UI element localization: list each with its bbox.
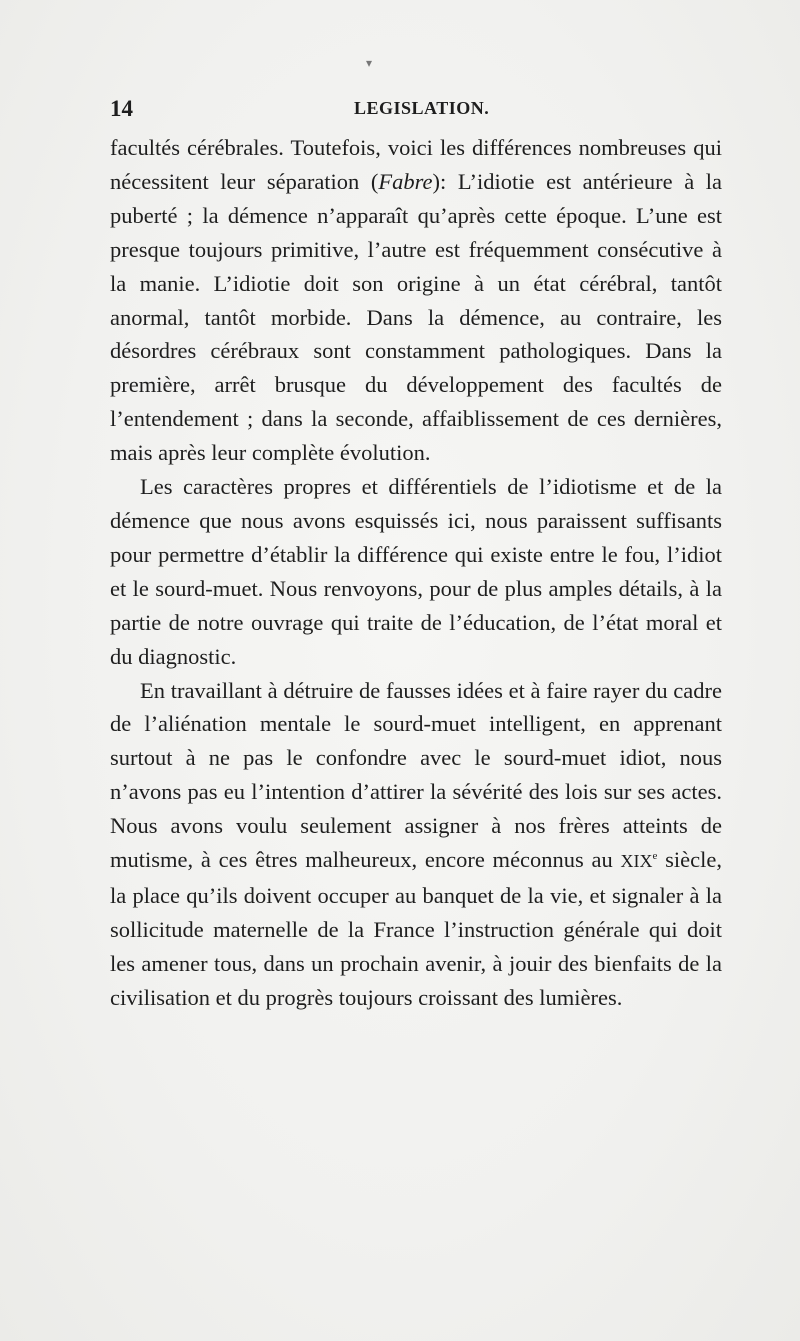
paragraph-1 bbox=[110, 131, 722, 470]
century-numeral: XIX bbox=[620, 851, 653, 872]
header-title: LEGISLATION. bbox=[354, 98, 490, 118]
paragraph-2-text: Les caractères propres et différentiels de l’idiotisme et de la démence que nous avons esquissés ici, nous paraissent suffisants pour permettre d’établir la différence qui existe entre le fou, l’idiot et le sourd-muet. Nous renvoyons, pour de plus amples détails, à la partie de notre ouvrage qui traite de l’éducation, de l’état moral et du diagnostic. bbox=[110, 474, 722, 669]
paragraph-3-text-b: siècle, la place qu’ils doivent occuper au banquet de la vie, et signaler à la sollicitude maternelle de la France l’instruction générale qui doit les amener tous, dans un prochain avenir, à jouir des bienfaits de la civilisation et du progrès toujours croissant des lumières. bbox=[110, 847, 723, 1010]
running-head bbox=[110, 94, 730, 134]
century-superscript: e bbox=[652, 850, 658, 863]
page-number: 14 bbox=[110, 96, 133, 121]
paragraph-2 bbox=[110, 470, 722, 673]
paragraph-1-text-a: facultés cérébrales. Toutefois, voici les différences nombreuses qui nécessitent leur séparation ( bbox=[110, 135, 722, 194]
printer-mark-icon: ▾ bbox=[366, 56, 373, 70]
paragraph-1-text-b: ): L’idiotie est antérieure à la puberté ; la démence n’apparaît qu’après cette époque. L’une est presque toujours primitive, l’autre est fréquemment consécutive à la manie. L’idiotie doit son origine à un état cérébral, tantôt anormal, tantôt morbide. Dans la démence, au contraire, les désordres cérébraux sont constamment pathologiques. Dans la première, arrêt brusque du développement des facultés de l’entendement ; dans la seconde, affaiblissement de ces dernières, mais après leur complète évolution. bbox=[110, 168, 722, 466]
author-citation: Fabre bbox=[378, 168, 433, 194]
paragraph-3 bbox=[110, 674, 722, 1015]
paragraph-3-text-a: En travaillant à détruire de fausses idées et à faire rayer du cadre de l’aliénation mentale le sourd-muet intelligent, en apprenant surtout à ne pas le confondre avec le sourd-muet idiot, nous n’avons pas eu l’intention d’attirer la sévérité des lois sur ses actes. Nous avons voulu seulement assigner à nos frères atteints de mutisme, à ces êtres malheureux, encore méconnus au bbox=[110, 677, 722, 873]
body-text bbox=[110, 131, 722, 1015]
